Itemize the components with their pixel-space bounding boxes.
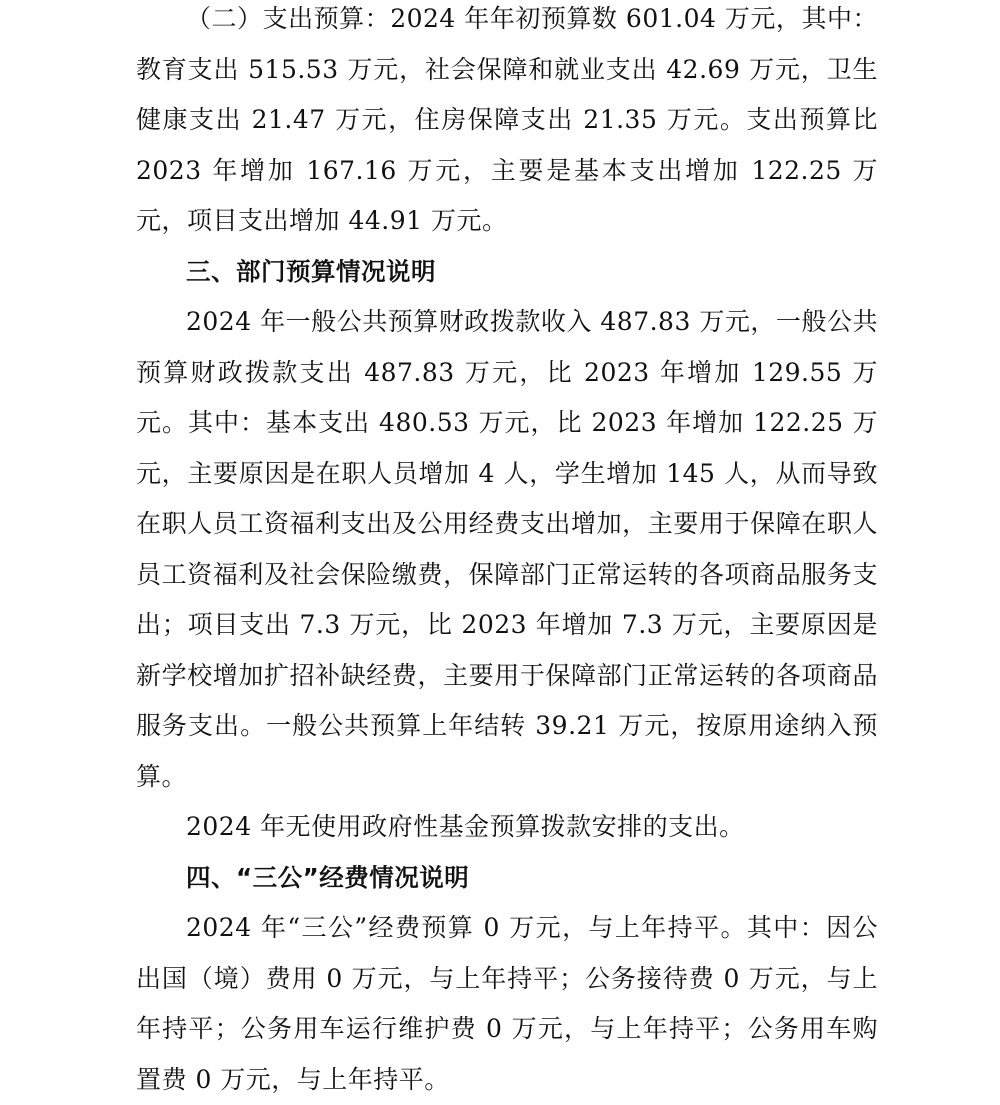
heading-department-budget: 三、部门预算情况说明 bbox=[186, 256, 436, 286]
paragraph-three-public-expenses: 2024 年“三公”经费预算 0 万元，与上年持平。其中：因公出国（境）费用 0 万元，与上年持平；公务接待费 0 万元，与上年持平；公务用车运行维护费 0 万元，与上年持平；公务用车购置费 0 万元，与上年持平。 bbox=[136, 913, 878, 1094]
paragraph-general-public-budget: 2024 年一般公共预算财政拨款收入 487.83 万元，一般公共预算财政拨款支出 487.83 万元，比 2023 年增加 129.55 万元。其中：基本支出 480.53 万元，比 2023 年增加 122.25 万元，主要原因是在职人员增加 4 人，学生增加 145 人，从而导致在职人员工资福利支出及公用经费支出增加，主要用于保障在职人员工资福利及社会保险缴费，保障部门正常运转的各项商品服务支出；项目支出 7.3 万元，比 2023 年增加 7.3 万元，主要原因是新学校增加扩招补缺经费，主要用于保障部门正常运转的各项商品服务支出。一般公共预算上年结转 39.21 万元，按原用途纳入预算。 bbox=[136, 307, 878, 791]
heading-three-public-expenses: 四、“三公”经费情况说明 bbox=[186, 862, 470, 892]
paragraph-government-fund: 2024 年无使用政府性基金预算拨款安排的支出。 bbox=[186, 812, 745, 841]
document-page bbox=[136, 0, 878, 1105]
paragraph-expenditure-budget: （二）支出预算：2024 年年初预算数 601.04 万元，其中：教育支出 515.53 万元，社会保障和就业支出 42.69 万元，卫生健康支出 21.47 万元，住房保障支出 21.35 万元。支出预算比 2023 年增加 167.16 万元，主要是基本支出增加 122.25 万元，项目支出增加 44.91 万元。 bbox=[136, 4, 878, 235]
